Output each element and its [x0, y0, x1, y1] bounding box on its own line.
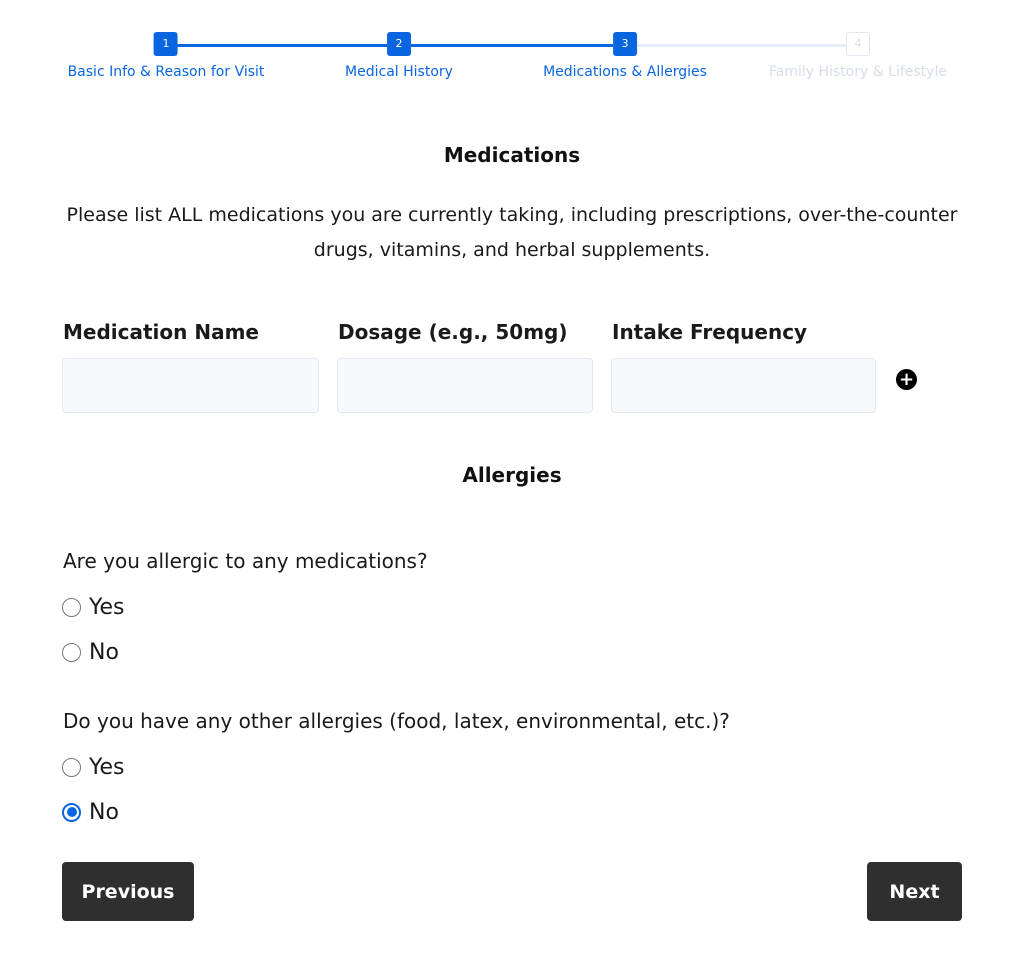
other-allergy-question: Do you have any other allergies (food, latex, environmental, etc.)? [63, 709, 730, 733]
radio-label: Yes [89, 754, 125, 780]
medication-name-input[interactable] [62, 358, 319, 413]
stepper-step-medications-allergies[interactable] [543, 32, 707, 80]
intake-frequency-label: Intake Frequency [612, 320, 808, 344]
step-number-badge: 2 [387, 32, 411, 56]
plus-circle-icon[interactable]: + [896, 369, 917, 390]
step-label: Family History & Lifestyle [769, 64, 947, 80]
step-label: Medical History [345, 64, 453, 80]
step-label: Medications & Allergies [543, 64, 707, 80]
stepper-step-family-history [769, 32, 947, 80]
medications-heading: Medications [443, 143, 581, 167]
medication-name-label: Medication Name [63, 320, 259, 344]
medication-allergy-yes-option[interactable] [62, 594, 125, 620]
step-number-badge: 3 [613, 32, 637, 56]
radio-button[interactable] [62, 598, 81, 617]
radio-button-selected[interactable] [62, 803, 81, 822]
stepper-step-medical-history[interactable] [345, 32, 453, 80]
other-allergy-yes-option[interactable] [62, 754, 125, 780]
medication-allergy-question: Are you allergic to any medications? [63, 549, 428, 573]
stepper-step-basic-info[interactable] [68, 32, 265, 80]
radio-label: No [89, 639, 119, 665]
next-button[interactable]: Next [867, 862, 962, 921]
radio-label: No [89, 799, 119, 825]
radio-button[interactable] [62, 643, 81, 662]
step-number-badge: 1 [154, 32, 178, 56]
radio-button[interactable] [62, 758, 81, 777]
dosage-label: Dosage (e.g., 50mg) [338, 320, 568, 344]
previous-button[interactable]: Previous [62, 862, 194, 921]
step-number-badge: 4 [846, 32, 870, 56]
radio-label: Yes [89, 594, 125, 620]
intake-frequency-input[interactable] [611, 358, 876, 413]
other-allergy-no-option[interactable] [62, 799, 119, 825]
step-label: Basic Info & Reason for Visit [67, 64, 265, 80]
medications-instructions: Please list ALL medications you are currently taking, including prescriptions, over-the-counter drugs, vitamins, and herbal supplements. [66, 204, 958, 261]
dosage-input[interactable] [337, 358, 593, 413]
progress-stepper [0, 32, 1024, 92]
allergies-heading: Allergies [462, 463, 562, 487]
medication-allergy-no-option[interactable] [62, 639, 119, 665]
